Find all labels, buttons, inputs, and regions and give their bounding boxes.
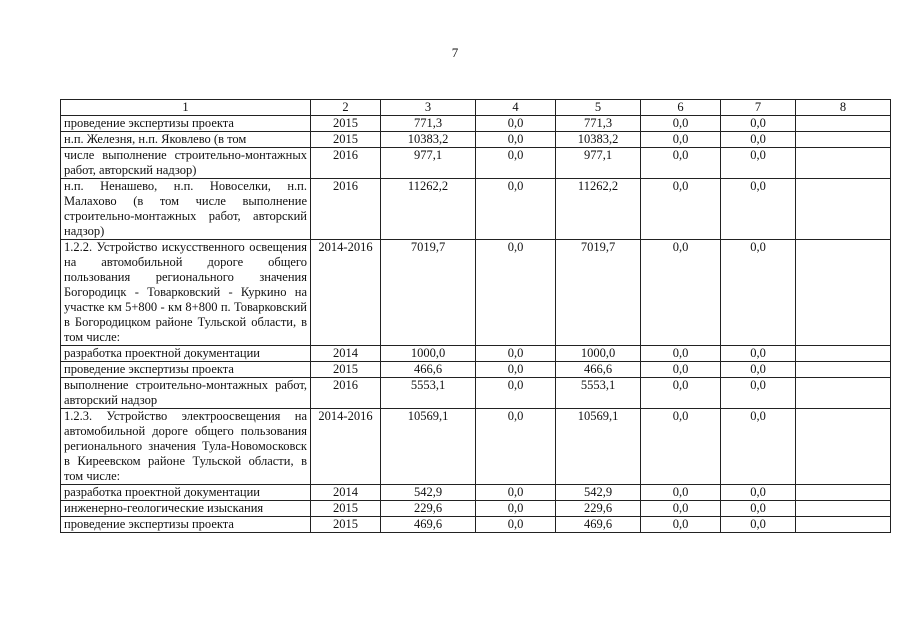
table-cell: 10569,1	[381, 409, 476, 485]
column-header: 4	[476, 100, 556, 116]
table-cell: 0,0	[476, 517, 556, 533]
column-header: 1	[61, 100, 311, 116]
table-cell: 0,0	[721, 517, 796, 533]
table-row	[61, 132, 891, 148]
table-cell: 2014-2016	[311, 240, 381, 346]
table-cell: 0,0	[476, 409, 556, 485]
table-row	[61, 362, 891, 378]
table-cell: 11262,2	[556, 179, 641, 240]
table-cell: 1000,0	[556, 346, 641, 362]
table-cell: 0,0	[721, 378, 796, 409]
data-table	[60, 99, 891, 533]
table-cell: 542,9	[381, 485, 476, 501]
table-cell: 1000,0	[381, 346, 476, 362]
table-cell	[796, 240, 891, 346]
table-cell: 2016	[311, 179, 381, 240]
table-row	[61, 517, 891, 533]
table-cell: 977,1	[556, 148, 641, 179]
table-cell: 0,0	[721, 116, 796, 132]
table-cell: 10383,2	[381, 132, 476, 148]
table-body	[61, 116, 891, 533]
row-description: разработка проектной документации	[61, 346, 311, 362]
column-header: 6	[641, 100, 721, 116]
table-row	[61, 148, 891, 179]
table-cell: 0,0	[476, 240, 556, 346]
table-cell: 0,0	[641, 116, 721, 132]
row-description: числе выполнение строительно-монтажных работ, авторский надзор)	[61, 148, 311, 179]
table-row	[61, 501, 891, 517]
table-row	[61, 409, 891, 485]
table-cell: 0,0	[476, 346, 556, 362]
table-cell: 0,0	[641, 409, 721, 485]
table-cell: 5553,1	[556, 378, 641, 409]
table-cell: 5553,1	[381, 378, 476, 409]
row-description: разработка проектной документации	[61, 485, 311, 501]
row-description: проведение экспертизы проекта	[61, 116, 311, 132]
table-cell	[796, 517, 891, 533]
table-cell: 2015	[311, 116, 381, 132]
table-cell: 229,6	[381, 501, 476, 517]
table-cell: 0,0	[721, 132, 796, 148]
table-cell: 0,0	[641, 179, 721, 240]
column-header: 2	[311, 100, 381, 116]
table-cell: 2014	[311, 485, 381, 501]
table-cell	[796, 378, 891, 409]
table-cell: 2015	[311, 362, 381, 378]
table-cell: 2015	[311, 517, 381, 533]
table-cell	[796, 501, 891, 517]
table-cell: 0,0	[721, 501, 796, 517]
table-cell: 0,0	[721, 240, 796, 346]
table-cell: 0,0	[476, 132, 556, 148]
table-cell: 10569,1	[556, 409, 641, 485]
table-cell: 0,0	[476, 116, 556, 132]
table-cell: 0,0	[641, 132, 721, 148]
table-cell: 977,1	[381, 148, 476, 179]
table-cell: 466,6	[556, 362, 641, 378]
table-cell: 0,0	[641, 501, 721, 517]
table-row	[61, 240, 891, 346]
table-cell	[796, 362, 891, 378]
table-cell	[796, 409, 891, 485]
table-cell: 0,0	[641, 346, 721, 362]
table-cell: 0,0	[641, 148, 721, 179]
table-row	[61, 116, 891, 132]
table-cell: 0,0	[721, 485, 796, 501]
table-cell: 0,0	[641, 240, 721, 346]
column-header: 7	[721, 100, 796, 116]
table-cell	[796, 346, 891, 362]
table-row	[61, 179, 891, 240]
table-cell	[796, 148, 891, 179]
table-cell: 469,6	[381, 517, 476, 533]
column-header: 5	[556, 100, 641, 116]
table-cell: 0,0	[641, 485, 721, 501]
table-cell: 0,0	[476, 179, 556, 240]
table-cell: 11262,2	[381, 179, 476, 240]
table-cell: 771,3	[381, 116, 476, 132]
table-cell: 2016	[311, 378, 381, 409]
table-row	[61, 485, 891, 501]
table-cell: 2014-2016	[311, 409, 381, 485]
table-row	[61, 378, 891, 409]
page-number: 7	[451, 45, 459, 60]
table-cell: 2014	[311, 346, 381, 362]
table-cell	[796, 116, 891, 132]
row-description: н.п. Железня, н.п. Яковлево (в том	[61, 132, 311, 148]
table-cell: 229,6	[556, 501, 641, 517]
table-row	[61, 346, 891, 362]
table-cell: 0,0	[721, 409, 796, 485]
table-cell	[796, 179, 891, 240]
header-row	[61, 100, 891, 116]
table-cell	[796, 132, 891, 148]
table-cell: 7019,7	[381, 240, 476, 346]
table-cell: 0,0	[721, 362, 796, 378]
table-cell: 0,0	[476, 501, 556, 517]
table-cell: 0,0	[641, 362, 721, 378]
table-cell: 469,6	[556, 517, 641, 533]
row-description: проведение экспертизы проекта	[61, 362, 311, 378]
column-header: 8	[796, 100, 891, 116]
table-cell: 7019,7	[556, 240, 641, 346]
table-cell: 0,0	[721, 346, 796, 362]
table-cell: 0,0	[476, 378, 556, 409]
row-description: 1.2.2. Устройство искусственного освещения на автомобильной дороге общего пользования регионального значения Богородицк - Товарковский - Куркино на участке км 5+800 - км 8+800 п. Товарковский в Богородицком районе Тульской области, в том числе:	[61, 240, 311, 346]
table-cell: 0,0	[476, 148, 556, 179]
table-cell: 2015	[311, 132, 381, 148]
table-cell: 2016	[311, 148, 381, 179]
table-cell: 466,6	[381, 362, 476, 378]
row-description: н.п. Ненашево, н.п. Новоселки, н.п. Малахово (в том числе выполнение строительно-монтажных работ, авторский надзор)	[61, 179, 311, 240]
row-description: выполнение строительно-монтажных работ, авторский надзор	[61, 378, 311, 409]
table-cell: 0,0	[721, 179, 796, 240]
row-description: инженерно-геологические изыскания	[61, 501, 311, 517]
row-description: 1.2.3. Устройство электроосвещения на автомобильной дороге общего пользования регионального значения Тула-Новомосковск в Киреевском районе Тульской области, в том числе:	[61, 409, 311, 485]
table-cell: 542,9	[556, 485, 641, 501]
table-cell: 0,0	[641, 378, 721, 409]
column-header: 3	[381, 100, 476, 116]
row-description: проведение экспертизы проекта	[61, 517, 311, 533]
table-cell: 0,0	[476, 485, 556, 501]
table-cell: 2015	[311, 501, 381, 517]
table-cell: 771,3	[556, 116, 641, 132]
table-cell: 10383,2	[556, 132, 641, 148]
table-cell: 0,0	[476, 362, 556, 378]
table-cell: 0,0	[641, 517, 721, 533]
table-cell	[796, 485, 891, 501]
table-cell: 0,0	[721, 148, 796, 179]
